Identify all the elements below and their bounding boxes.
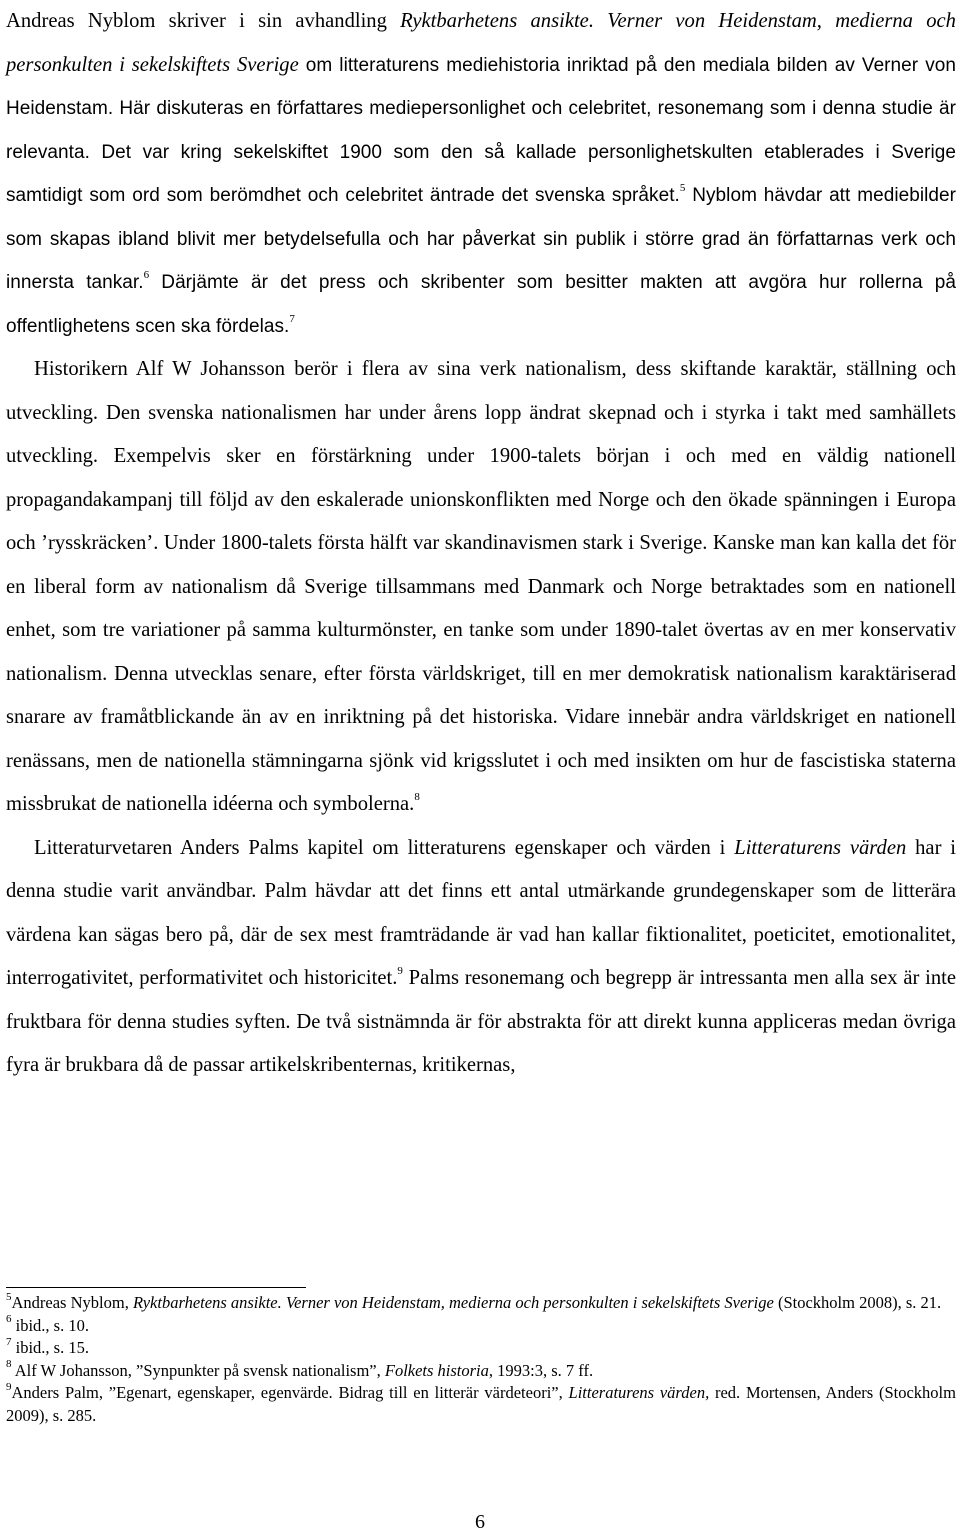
paragraph-palm-body-2: Palms resonemang och begrepp är intressanta men alla sex är inte fruktbara för denna studies syften. De två sistnämnda är för abstrakta för att direkt kunna appliceras medan övriga fyra är brukbara då de passar artikelskribenternas, kritikernas, xyxy=(6,967,956,1076)
footnote-ref-8[interactable]: 8 xyxy=(414,791,420,804)
paragraph-johansson-text: Historikern Alf W Johansson berör i flera av sina verk nationalism, dess skiftande karaktär, ställning och utveckling. Den svenska nationalismen har under årens lopp ändrat skepnad och i styrka i takt med samhällets utveckling. Exempelvis sker en förstärkning under 1900-talets början i och med en väldig nationell propagandakampanj till följd av den eskalerade unionskonflikten med Norge och den ökade spänningen i Europa och ’rysskräcken’. Under 1800-talets första hälft var skandinavismen stark i Sverige. Kanske man kan kalla det för en liberal form av nationalism då Sverige tillsammans med Danmark och Norge betraktades som en nationell enhet, som tre variationer på samma kulturmönster, en tanke som under 1890-talet övertas av en mer konservativ nationalism. Denna utvecklas senare, efter första världskriget, till en mer demokratisk nationalism karaktäriserad snarare av framåtblickande än av en inriktning på det historiska. Vidare innebär andra världskriget en nationell renässans, men de nationella stämningarna sjönk vid krigsslutet i och med insikten om hur de fascistiska staterna missbrukat de nationella idéerna och symbolerna. xyxy=(6,358,956,815)
footnote-ref-5[interactable]: 5 xyxy=(679,182,686,195)
footnote-7-number: 7 xyxy=(6,1335,12,1348)
footnote-9-title: Litteraturens värden, xyxy=(568,1383,710,1403)
paragraph-palm-intro: Litteraturvetaren Anders Palms kapitel om litteraturens egenskaper och värden i xyxy=(34,836,735,859)
paragraph-nyblom xyxy=(6,0,956,348)
footnote-separator xyxy=(6,1287,306,1288)
paragraph-palm-body: har i denna studie varit användbar. Palm hävdar att det finns ett antal utmärkande grundegenskaper som de litterära värdena kan sägas bero på, där de sex mest framträdande är vad han kallar fiktionalitet, poeticitet, emotionalitet, interrogativitet, performativitet och historicitet. xyxy=(6,836,956,989)
paragraph-palm xyxy=(6,827,956,1088)
footnote-ref-7[interactable]: 7 xyxy=(289,312,295,325)
paragraph-nyblom-intro: Andreas Nyblom skriver i sin avhandling xyxy=(6,10,401,32)
footnote-8 xyxy=(6,1360,956,1383)
footnote-6-number: 6 xyxy=(6,1313,12,1326)
footnote-ref-6[interactable]: 6 xyxy=(143,269,150,282)
page-number: 6 xyxy=(475,1511,485,1533)
dissertation-title: Ryktbarhetens ansikte. Verner von Heidenstam, medierna och personkulten i sekelskiftets Sverige xyxy=(6,10,956,76)
footnote-5-number: 5 xyxy=(6,1290,12,1303)
footnote-5 xyxy=(6,1292,956,1315)
footnote-8-title: Folkets historia xyxy=(384,1360,489,1380)
footnote-8-source: , 1993:3, s. 7 ff. xyxy=(488,1360,594,1380)
paragraph-nyblom-body-3: Därjämte är det press och skribenter som besitter makten att avgöra hur rollerna på offentlighetens scen ska fördelas. xyxy=(6,272,957,337)
footnote-6 xyxy=(6,1315,956,1338)
book-title: Litteraturens värden xyxy=(734,836,907,859)
footnote-5-text: Andreas Nyblom, xyxy=(11,1293,133,1312)
body-text xyxy=(6,0,956,1088)
paragraph-johansson xyxy=(6,348,956,827)
footnote-6-text: ibid., s. 10. xyxy=(11,1315,89,1335)
footnote-8-number: 8 xyxy=(6,1358,12,1371)
footnote-5-source: (Stockholm 2008), s. 21. xyxy=(773,1293,942,1312)
footnotes xyxy=(6,1292,956,1428)
footnote-9-number: 9 xyxy=(6,1380,12,1393)
footnote-9-text: Anders Palm, ”Egenart, egenskaper, egenvärde. Bidrag till en litterär värdeteori”, xyxy=(11,1383,569,1403)
footnote-7 xyxy=(6,1337,956,1360)
paragraph-nyblom-body: om litteraturens mediehistoria inriktad på den mediala bilden av Verner von Heidenstam. Här diskuteras en författares mediepersonlighet och celebritet, resonemang som i denna studie är relevanta. Det var kring sekelskiftet 1900 som den så kallade personlighetskulten etablerades i Sverige samtidigt som ord som berömdhet och celebritet äntrade det svenska språket. xyxy=(6,54,956,206)
paragraph-nyblom-body-2: Nyblom hävdar att mediebilder som skapas ibland blivit mer betydelsefulla och har påverkat sin publik i större grad än författarnas verk och innersta tankar. xyxy=(6,185,956,293)
footnote-8-text: Alf W Johansson, ”Synpunkter på svensk nationalism”, xyxy=(11,1360,385,1380)
footnote-9-source: red. Mortensen, Anders (Stockholm 2009), s. 285. xyxy=(6,1383,956,1425)
footnote-9 xyxy=(6,1382,956,1427)
footnote-5-title: Ryktbarhetens ansikte. Verner von Heidenstam, medierna och personkulten i sekelskiftets Sverige xyxy=(132,1293,774,1312)
footnote-7-text: ibid., s. 15. xyxy=(11,1338,89,1358)
footnote-ref-9[interactable]: 9 xyxy=(397,965,403,978)
